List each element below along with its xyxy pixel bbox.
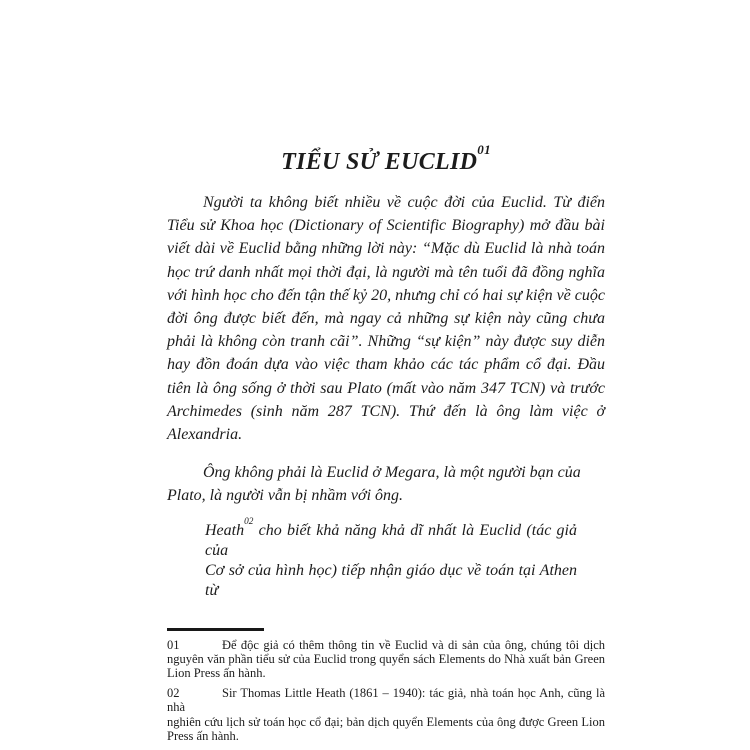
text-line: Tiểu sử Khoa học (Dictionary of Scientific Biography) mở đầu bài: [167, 217, 605, 235]
text-line: Ông không phải là Euclid ở Megara, là một người bạn của: [203, 464, 581, 482]
text-line: Plato, là người vẫn bị nhầm với ông.: [167, 487, 404, 505]
footnote: [167, 686, 605, 744]
text-line: phải là không còn tranh cãi”. Những “sự kiện” này được suy diễn: [167, 333, 605, 351]
text-line: Người ta không biết nhiều về cuộc đời của Euclid. Từ điển: [203, 194, 605, 211]
paragraph: [167, 461, 605, 507]
paragraph: [167, 191, 605, 446]
inline-superscript: 02: [244, 517, 254, 528]
footnote-marker: 01: [167, 637, 180, 652]
footnotes-section: [167, 638, 605, 744]
text-line: Alexandria.: [167, 426, 243, 444]
text-line: Lion Press ấn hành.: [167, 666, 266, 681]
text-line: Archimedes (sinh năm 287 TCN). Thứ đến là ông làm việc ở: [167, 402, 605, 420]
text-line: Heath$^{02}$ cho biết khả năng khả dĩ nhất là Euclid (tác giả của: [205, 517, 577, 559]
text-line: đời ông được biết đến, mà ngay cả những sự kiện này cũng chưa: [167, 310, 605, 328]
text-line: nguyên văn phần tiểu sử của Euclid trong quyển sách Elements do Nhà xuất bản Green: [167, 652, 605, 667]
text-line: 02 Sir Thomas Little Heath (1861 – 1940): tác giả, nhà toán học Anh, cũng là nhà: [167, 685, 605, 715]
body-paragraphs: [167, 191, 605, 601]
footnote-separator: [167, 628, 264, 631]
text-line: với hình học cho đến tận thế kỷ 20, nhưng chỉ có hai sự kiện về cuộc: [167, 286, 605, 304]
text-line: tiên là ông sống ở thời sau Plato (mất vào năm 347 TCN) và trước: [167, 379, 605, 397]
footnote-marker: 02: [167, 685, 180, 700]
text-line: Cơ sở của hình học) tiếp nhận giáo dục về toán tại Athen từ: [205, 561, 577, 599]
page-title: [167, 142, 605, 178]
text-line: viết dài về Euclid bằng những lời này: “Mặc dù Euclid là nhà toán: [167, 240, 605, 258]
title-superscript: 01: [477, 142, 491, 158]
title-text: TIỂU SỬ EUCLID: [281, 149, 478, 175]
page-content: [167, 142, 605, 744]
text-line: hay đồn đoán dựa vào việc tham khảo các tác phẩm cổ đại. Đầu: [167, 356, 605, 374]
text-line: nghiên cứu lịch sử toán học cổ đại; bản dịch quyển Elements của ông được Green Lion: [167, 714, 605, 729]
footnote: [167, 638, 605, 681]
text-line: 01 Để độc giả có thêm thông tin về Euclid và di sản của ông, chúng tôi dịch: [167, 637, 605, 652]
text-line: học trứ danh nhất mọi thời đại, là người mà tên tuổi đã đồng nghĩa: [167, 263, 605, 281]
paragraph: [167, 517, 605, 601]
text-line: Press ấn hành.: [167, 729, 239, 744]
